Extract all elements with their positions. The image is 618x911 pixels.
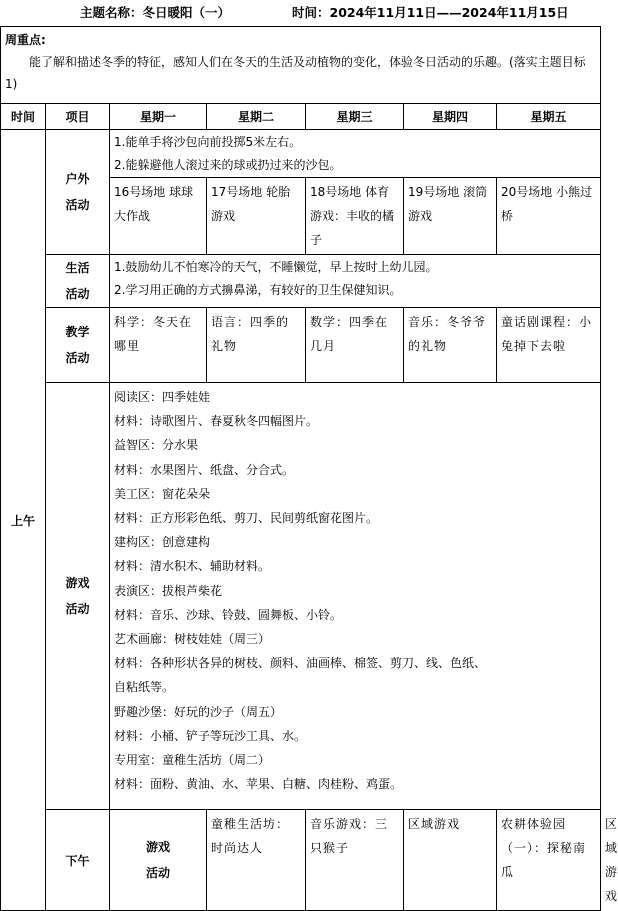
document-title — [0, 0, 600, 26]
afternoon-mon: 童稚生活坊：时尚达人 — [207, 810, 306, 911]
weekly-plan-table: 周重点: 能了解和描述冬季的特征，感知人们在冬天的生活及动植物的变化，体验冬日活动的乐趣。(落实主题目标1) 时间 项目 星期一 星期二 星期三 星期四 星期五 上午 户外活动 1.能单手将沙包向前投掷5米左右。 2.能躲避他人滚过来的球或扔过来的沙包。 16号场地 球球大作战 17号场地 轮胎游戏 18号场地 体育游戏：丰收的橘子 19号场地 滚筒游戏 20号场地 小熊过桥 生活活动 1.鼓励幼儿不怕寒冷的天气，不睡懒觉，早上按时上幼儿园。 2.学习用正确的方式擤鼻涕，有较好的卫生保健知识。 教学活动 科学：冬天在哪里 语言：四季的礼物 数学：四季在几月 音乐：冬爷爷的礼物 童话剧课程：小兔掉下去啦 游戏活动 阅读区：四季娃娃 材料：诗歌图片、春夏秋冬四幅图片。 益智区：分水果 材料：水果图片、纸盘、分合式。 美工区：窗花朵朵 材料：正方形彩色纸、剪刀、民间剪纸窗花图片。 建构区：创意建构 材料：清水积木、辅助材料。 表演区：拔根芦柴花 材料：音乐、沙球、铃鼓、圆舞板、小铃。 艺术画廊：树枝娃娃（周三） 材料：各种形状各异的树枝、颜料、油画棒、棉签、剪刀、线、色纸、 自粘纸等。 野趣沙堡：好玩的沙子（周五） 材料：小桶、铲子等玩沙工具、水。 专用室：童稚生活坊（周二） 材料：面粉、黄油、水、苹果、白糖、肉桂粉、鸡蛋。 下午 游戏活动 童稚生活坊：时尚达人 音乐游戏：三只猴子 区域游戏 农耕体验园（一）：探秘南瓜 区域游戏 — [0, 26, 601, 911]
category-life — [46, 255, 110, 308]
teaching-fri: 童话剧课程：小兔掉下去啦 — [497, 308, 601, 383]
games-line: 艺术画廊：树枝娃娃（周三） — [114, 632, 271, 647]
games-line: 材料：正方形彩色纸、剪刀、民间剪纸窗花图片。 — [114, 511, 379, 526]
time-afternoon: 下午 — [46, 810, 110, 911]
outdoor-tue: 17号场地 轮胎游戏 — [207, 178, 306, 255]
header-row — [1, 104, 601, 130]
games-line: 表演区：拔根芦柴花 — [114, 583, 223, 598]
col-header-wed: 星期三 — [306, 104, 404, 130]
teaching-mon: 科学：冬天在哪里 — [110, 308, 207, 383]
games-line: 益智区：分水果 — [114, 438, 199, 453]
category-teaching — [46, 308, 110, 383]
category-afternoon-games — [110, 810, 207, 911]
category-life-label: 生活活动 — [65, 261, 90, 301]
games-line: 材料：小桶、铲子等玩沙工具、水。 — [114, 728, 307, 743]
col-header-time: 时间 — [1, 104, 46, 130]
outdoor-goals — [110, 130, 601, 178]
teaching-thu: 音乐：冬爷爷的礼物 — [404, 308, 497, 383]
weekly-focus-text: 能了解和描述冬季的特征，感知人们在冬天的生活及动植物的变化，体验冬日活动的乐趣。(落实主题目标1) — [5, 55, 586, 91]
weekly-focus-label: 周重点: — [5, 33, 46, 47]
category-games-label: 游戏活动 — [65, 576, 90, 616]
outdoor-mon: 16号场地 球球大作战 — [110, 178, 207, 255]
category-outdoor — [46, 130, 110, 255]
theme-name: 主题名称：冬日暖阳（一） — [80, 5, 231, 20]
games-line: 材料：各种形状各异的树枝、颜料、油画棒、棉签、剪刀、线、色纸、 — [114, 656, 487, 671]
games-line: 材料：水果图片、纸盘、分合式。 — [114, 462, 295, 477]
games-line: 材料：清水积木、辅助材料。 — [114, 559, 271, 574]
games-line: 美工区：窗花朵朵 — [114, 486, 211, 501]
outdoor-wed: 18号场地 体育游戏：丰收的橘子 — [306, 178, 404, 255]
col-header-tue: 星期二 — [207, 104, 306, 130]
games-line: 材料：音乐、沙球、铃鼓、圆舞板、小铃。 — [114, 607, 343, 622]
outdoor-goal: 2.能躲避他人滚过来的球或扔过来的沙包。 — [114, 158, 342, 172]
outdoor-thu: 19号场地 滚筒游戏 — [404, 178, 497, 255]
teaching-tue: 语言：四季的礼物 — [207, 308, 306, 383]
col-header-item: 项目 — [46, 104, 110, 130]
afternoon-tue: 音乐游戏：三只猴子 — [306, 810, 404, 911]
time-morning: 上午 — [1, 130, 46, 911]
games-line: 建构区：创意建构 — [114, 535, 211, 550]
category-afternoon-games-label: 游戏活动 — [145, 840, 170, 880]
weekly-focus — [1, 27, 601, 104]
category-outdoor-label: 户外活动 — [65, 172, 90, 212]
date-range: 时间：2024年11月11日——2024年11月15日 — [292, 5, 569, 20]
games-line: 材料：诗歌图片、春夏秋冬四幅图片。 — [114, 414, 319, 429]
life-goal: 2.学习用正确的方式擤鼻涕，有较好的卫生保健知识。 — [114, 283, 402, 297]
category-games — [46, 383, 110, 810]
category-teaching-label: 教学活动 — [65, 325, 90, 365]
games-line: 材料：面粉、黄油、水、苹果、白糖、肉桂粉、鸡蛋。 — [114, 777, 403, 792]
outdoor-goal: 1.能单手将沙包向前投掷5米左右。 — [114, 135, 302, 149]
life-goal: 1.鼓励幼儿不怕寒冷的天气，不睡懒觉，早上按时上幼儿园。 — [114, 260, 438, 274]
col-header-fri: 星期五 — [497, 104, 601, 130]
col-header-thu: 星期四 — [404, 104, 497, 130]
life-goals — [110, 255, 601, 308]
games-line: 专用室：童稚生活坊（周二） — [114, 753, 271, 768]
outdoor-fri: 20号场地 小熊过桥 — [497, 178, 601, 255]
col-header-mon: 星期一 — [110, 104, 207, 130]
afternoon-wed: 区域游戏 — [404, 810, 497, 911]
area-games — [110, 383, 601, 810]
afternoon-thu: 农耕体验园（一）：探秘南瓜 — [497, 810, 601, 911]
games-line: 野趣沙堡：好玩的沙子（周五） — [114, 704, 283, 719]
games-line: 自粘纸等。 — [114, 680, 175, 695]
teaching-wed: 数学：四季在几月 — [306, 308, 404, 383]
games-line: 阅读区：四季娃娃 — [114, 390, 211, 404]
